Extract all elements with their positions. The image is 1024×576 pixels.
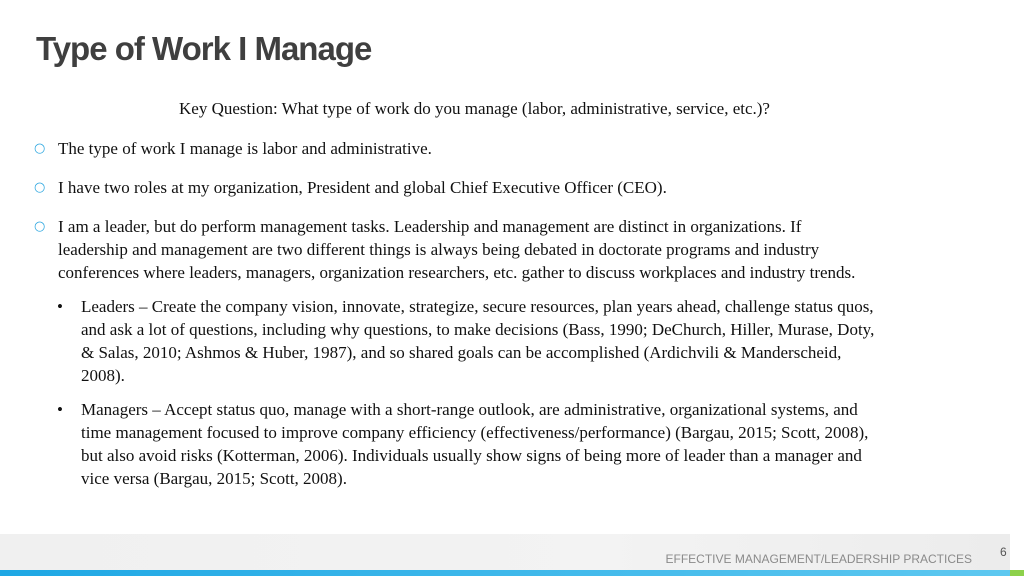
footer-blue-bar <box>0 570 1010 576</box>
dot-bullet-icon: • <box>57 297 63 316</box>
footer-green-bar <box>1010 570 1024 576</box>
sub-bullet-leaders <box>57 295 875 387</box>
sub-bullet-text: Leaders – Create the company vision, innovate, strategize, secure resources, plan years ahead, challenge status quos, <box>81 297 874 316</box>
sub-bullet-text: time management focused to improve company efficiency (effectiveness/performance) (Bargau, 2015; Scott, 2008), <box>81 423 869 442</box>
circle-bullet-icon: ○ <box>34 180 46 195</box>
sub-bullet-text: Managers – Accept status quo, manage with a short-range outlook, are administrative, organizational systems, and <box>81 400 858 419</box>
bullet-text: I am a leader, but do perform management tasks. Leadership and management are distinct in organizations. If <box>58 217 802 236</box>
page-number: 6 <box>1000 545 1007 559</box>
sub-bullet-text: & Salas, 2010; Ashmos & Huber, 1987), and so shared goals can be accomplished (Ardichvili & Manderscheid, <box>81 343 842 362</box>
bullet-text: I have two roles at my organization, President and global Chief Executive Officer (CEO). <box>58 178 667 197</box>
sub-bullet-managers <box>57 398 869 490</box>
slide-title: Type of Work I Manage <box>36 30 372 67</box>
bullet-item <box>34 176 667 199</box>
bullet-item <box>34 137 432 160</box>
bullet-item <box>34 215 856 284</box>
bullet-text: leadership and management are two different things is always being debated in doctorate programs and industry <box>58 240 820 259</box>
footer-text: EFFECTIVE MANAGEMENT/LEADERSHIP PRACTICES <box>665 552 972 566</box>
key-question: Key Question: What type of work do you manage (labor, administrative, service, etc.)? <box>179 99 770 118</box>
circle-bullet-icon: ○ <box>34 219 46 234</box>
bullet-text: The type of work I manage is labor and administrative. <box>58 139 432 158</box>
circle-bullet-icon: ○ <box>34 141 46 156</box>
sub-bullet-text: vice versa (Bargau, 2015; Scott, 2008). <box>81 469 347 488</box>
dot-bullet-icon: • <box>57 400 63 419</box>
sub-bullet-text: 2008). <box>81 366 125 385</box>
bullet-text: conferences where leaders, managers, organization researchers, etc. gather to discuss workplaces and industry trends. <box>58 263 856 282</box>
sub-bullet-text: but also avoid risks (Kotterman, 2006). Individuals usually show signs of being more of leader than a manager and <box>81 446 862 465</box>
sub-bullet-text: and ask a lot of questions, including why questions, to make decisions (Bass, 1990; DeChurch, Hiller, Murase, Doty, <box>81 320 875 339</box>
